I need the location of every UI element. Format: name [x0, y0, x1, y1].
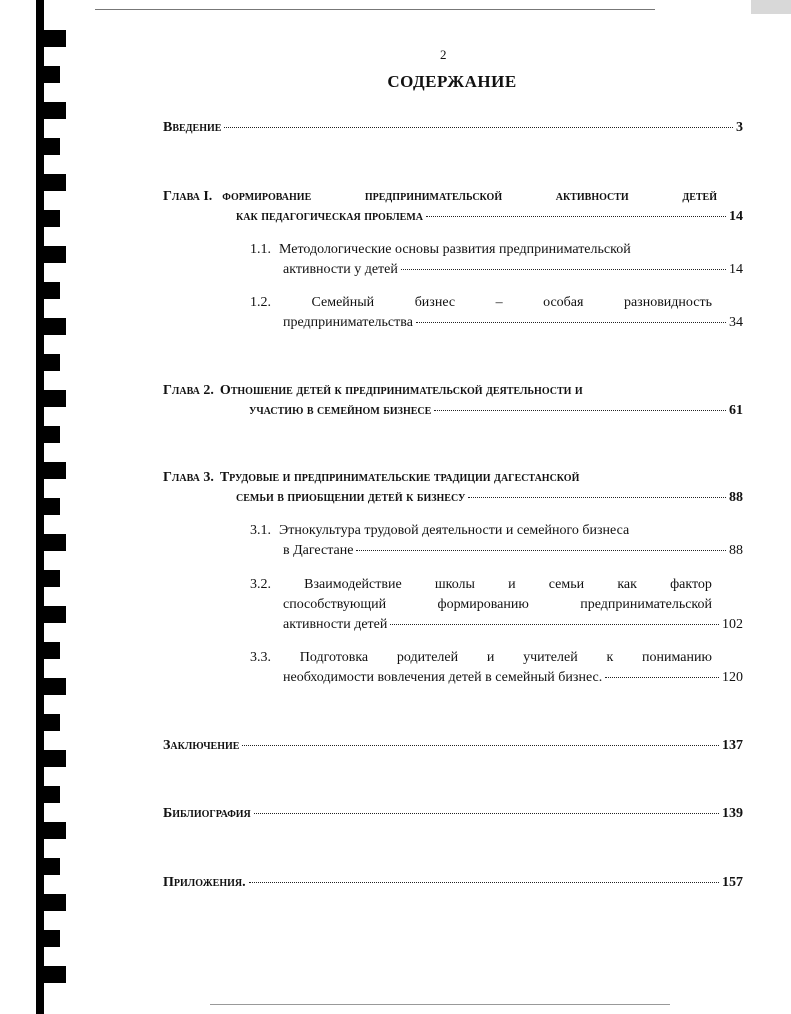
word: разновидность	[623, 295, 712, 310]
binding-tab	[40, 390, 66, 407]
toc-leader	[605, 677, 719, 678]
binding-tab	[40, 642, 60, 659]
binding-tab	[40, 570, 60, 587]
word: как	[617, 577, 637, 592]
toc-entry-chapter1[interactable]	[236, 208, 743, 226]
toc-page: 34	[729, 315, 743, 330]
toc-section-1-2-line1	[250, 294, 712, 312]
word: родителей	[396, 650, 459, 665]
binding-tab	[40, 930, 60, 947]
binding-tab	[40, 282, 60, 299]
word: к	[606, 650, 614, 665]
binding-tab	[40, 786, 60, 803]
section-number: 1.2.	[250, 295, 271, 310]
chapter-title: Отношение детей к предпринимательской деятельности и	[219, 383, 583, 398]
page-title: СОДЕРЖАНИЕ	[387, 72, 517, 91]
toc-label: Введение	[163, 120, 222, 135]
word: школы	[434, 577, 475, 592]
binding-tab	[40, 102, 66, 119]
toc-label: Приложения.	[163, 875, 246, 890]
binding-tab	[40, 138, 60, 155]
toc-page: 88	[729, 490, 743, 505]
binding-tab	[40, 210, 60, 227]
chapter-label: Глава 2.	[163, 383, 214, 398]
toc-leader	[356, 550, 726, 551]
scan-corner	[751, 0, 791, 14]
toc-page: 88	[729, 543, 743, 558]
toc-label: Заключение	[163, 738, 240, 753]
word: и	[508, 577, 516, 592]
scan-edge-line-bottom	[210, 1004, 670, 1005]
toc-entry-1-2[interactable]	[283, 314, 743, 332]
toc-leader	[254, 813, 719, 814]
toc-page: 14	[729, 209, 743, 224]
toc-page: 157	[722, 875, 743, 890]
section-title-cont: активности у детей	[283, 262, 398, 277]
toc-chapter2-line1	[163, 382, 715, 400]
toc-entry-conclusion[interactable]	[163, 737, 743, 755]
word: учителей	[523, 650, 578, 665]
toc-entry-appendix[interactable]	[163, 874, 743, 892]
toc-entry-chapter2[interactable]	[249, 402, 743, 420]
toc-page: 61	[729, 403, 743, 418]
toc-page: 102	[722, 617, 743, 632]
binding-tab	[40, 714, 60, 731]
section-title-cont: необходимости вовлечения детей в семейный бизнес.	[283, 670, 603, 685]
binding-tab	[40, 354, 60, 371]
toc-page: 3	[736, 120, 743, 135]
toc-entry-3-2[interactable]	[283, 616, 743, 634]
binding-tab	[40, 174, 66, 191]
section-number: 3.1.	[250, 523, 271, 538]
binding-tab	[40, 30, 66, 47]
word: способствующий	[283, 597, 387, 612]
binding-tab	[40, 498, 60, 515]
toc-entry-intro[interactable]	[163, 119, 743, 137]
toc-section-1-1-line1	[250, 241, 712, 259]
scan-edge-line	[95, 9, 655, 10]
word: и	[486, 650, 495, 665]
page-number: 2	[440, 47, 447, 62]
toc-leader	[468, 497, 726, 498]
word: Взаимодействие	[304, 577, 402, 592]
section-number: 1.1.	[250, 242, 271, 257]
toc-page: 14	[729, 262, 743, 277]
toc-entry-1-1[interactable]	[283, 261, 743, 279]
toc-leader	[390, 624, 719, 625]
toc-chapter1-line1	[163, 188, 717, 206]
word: семьи	[548, 577, 585, 592]
chapter-title-cont: как педагогическая проблема	[236, 209, 423, 224]
word: формированию	[437, 597, 529, 612]
word: бизнес	[414, 295, 456, 310]
toc-entry-bibliography[interactable]	[163, 805, 743, 823]
binding-tab	[40, 462, 66, 479]
toc-leader	[434, 410, 726, 411]
toc-label: Библиография	[163, 806, 251, 821]
word: особая	[543, 295, 584, 310]
section-title: Этнокультура трудовой деятельности и семейного бизнеса	[279, 523, 630, 538]
section-number: 3.2.	[250, 577, 271, 592]
binding-tab	[40, 894, 66, 911]
toc-section-3-1-line1	[250, 522, 712, 540]
toc-leader	[242, 745, 719, 746]
toc-section-3-2-line1	[250, 576, 712, 594]
section-title-cont: предпринимательства	[283, 315, 413, 330]
section-number: 3.3.	[250, 650, 271, 665]
section-title-cont: в Дагестане	[283, 543, 354, 558]
word: Подготовка	[299, 650, 369, 665]
binding-tab	[40, 66, 60, 83]
toc-leader	[249, 882, 719, 883]
binding-tab	[40, 606, 66, 623]
toc-chapter3-line1	[163, 469, 715, 487]
binding-strip	[0, 0, 86, 1014]
word: предпринимательской	[580, 597, 712, 612]
section-title-cont: активности детей	[283, 617, 388, 632]
toc-entry-3-3[interactable]	[283, 669, 743, 687]
binding-tab	[40, 318, 66, 335]
toc-entry-chapter3[interactable]	[236, 489, 743, 507]
toc-leader	[224, 127, 733, 128]
toc-page: 120	[722, 670, 743, 685]
chapter-label: Глава I.	[163, 189, 213, 204]
toc-leader	[426, 216, 726, 217]
toc-leader	[401, 269, 726, 270]
toc-section-3-2-line2	[283, 596, 712, 614]
chapter-title: формирование предпринимательской активности детей	[222, 189, 717, 204]
toc-page: 137	[722, 738, 743, 753]
word: Семейный	[311, 295, 375, 310]
chapter-title: Трудовые и предпринимательские традиции дагестанской	[219, 470, 580, 485]
chapter-title-cont: участию в семейном бизнесе	[249, 403, 432, 418]
word: пониманию	[642, 650, 712, 665]
binding-tab	[40, 966, 66, 983]
word: фактор	[670, 577, 712, 592]
binding-tab	[40, 534, 66, 551]
toc-leader	[416, 322, 726, 323]
section-title: Методологические основы развития предпринимательской	[279, 242, 631, 257]
binding-tab	[40, 750, 66, 767]
chapter-title-cont: семьи в приобщении детей к бизнесу	[236, 490, 466, 505]
chapter-label: Глава 3.	[163, 470, 214, 485]
word: –	[495, 295, 503, 310]
toc-section-3-3-line1	[250, 649, 712, 667]
binding-tab	[40, 822, 66, 839]
toc-entry-3-1[interactable]	[283, 542, 743, 560]
binding-tab	[40, 426, 60, 443]
binding-tab	[40, 858, 60, 875]
binding-tab	[40, 246, 66, 263]
toc-page: 139	[722, 806, 743, 821]
binding-tab	[40, 678, 66, 695]
